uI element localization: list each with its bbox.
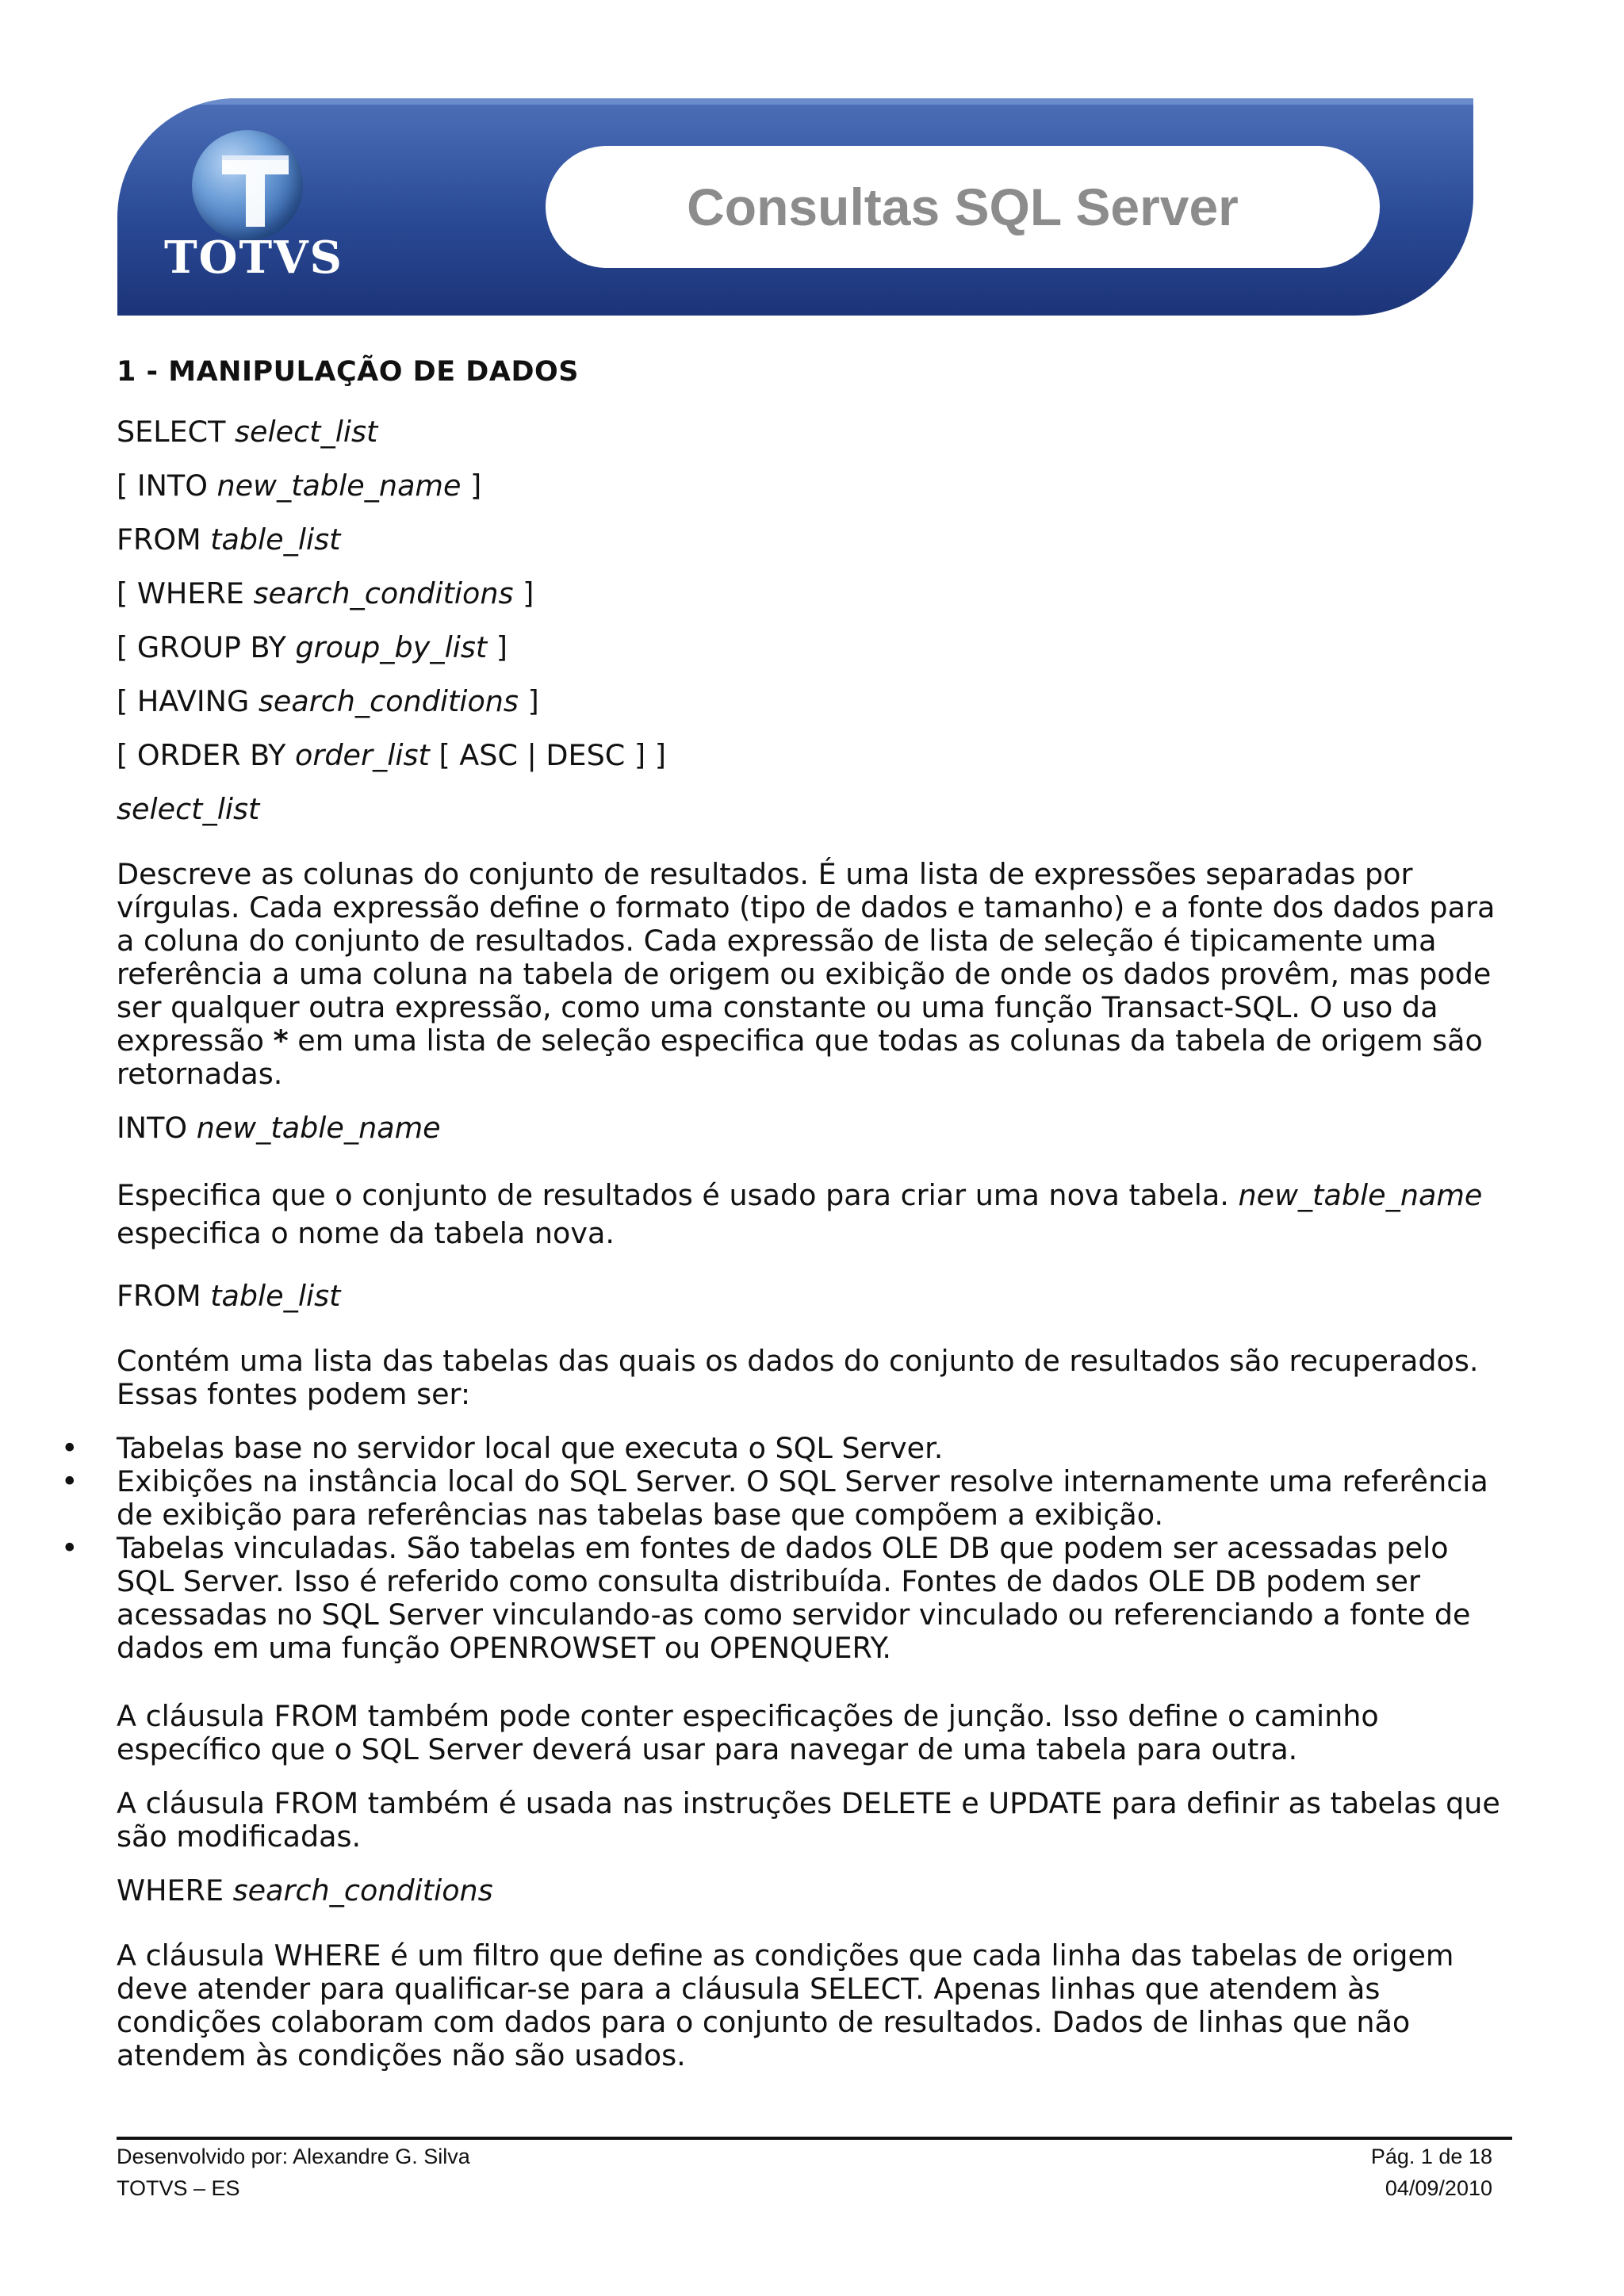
syntax-argument: new_table_name: [1238, 1178, 1483, 1212]
syntax-argument: new_table_name: [196, 1111, 441, 1145]
syntax-keyword: WHERE: [117, 1873, 233, 1908]
footer-date: 04/09/2010: [1385, 2176, 1492, 2200]
list-item-text: Exibições na instância local do SQL Server. O SQL Server resolve internamente uma referência de exibição para referências nas tabelas base que compõem a exibição.: [117, 1464, 1488, 1532]
syntax-keyword: SELECT: [117, 415, 236, 449]
banner-highlight: [117, 98, 1473, 105]
header-banner: [117, 98, 1473, 316]
where-description: A cláusula WHERE é um filtro que define as condições que cada linha das tabelas de origem deve atender para qualificar-se para a cláusula SELECT. Apenas linhas que atendem às condições colaboram com dados para o conjunto de resultados. Dados de linhas que não atendem às condições não são usados.: [117, 1938, 1454, 2072]
from-join-note: A cláusula FROM também pode conter especificações de junção. Isso define o caminho específico que o SQL Server deverá usar para navegar de uma tabela para outra.: [117, 1699, 1379, 1766]
syntax-argument: table_list: [210, 522, 341, 557]
syntax-keyword: [ GROUP BY: [117, 630, 296, 664]
syntax-argument: group_by_list: [295, 630, 488, 664]
footer-row: [117, 2172, 1492, 2204]
footer-divider: [117, 2137, 1512, 2140]
syntax-argument: order_list: [295, 738, 430, 772]
syntax-suffix: ]: [461, 469, 482, 503]
footer-row: [117, 2141, 1492, 2172]
totvs-globe-icon: [192, 130, 303, 241]
list-item-text: Tabelas vinculadas. São tabelas em fontes de dados OLE DB que podem ser acessadas pelo SQL Server. Isso é referido como consulta distribuída. Fontes de dados OLE DB podem ser acessadas no SQL Server vinculando-as como servidor vinculado ou referenciando a fonte de dados em uma função OPENROWSET ou OPENQUERY.: [117, 1531, 1471, 1665]
description-text: em uma lista de seleção especifica que todas as colunas da tabela de origem são retornadas.: [117, 1024, 1483, 1091]
syntax-keyword: INTO: [117, 1111, 197, 1145]
syntax-keyword: [ HAVING: [117, 684, 259, 718]
from-description: Contém uma lista das tabelas das quais os dados do conjunto de resultados são recuperados. Essas fontes podem ser:: [117, 1344, 1479, 1411]
into-description: [117, 1177, 1512, 1253]
syntax-argument: table_list: [210, 1279, 341, 1313]
syntax-keyword: [ ORDER BY: [117, 738, 296, 772]
syntax-keyword: FROM: [117, 1279, 211, 1313]
bullet-icon: •: [61, 1464, 79, 1498]
syntax-suffix: ]: [487, 630, 508, 664]
title-pill: [546, 146, 1380, 268]
syntax-line: [117, 631, 1512, 664]
brand-logo-text: TOTVS: [163, 232, 343, 284]
bullet-icon: •: [61, 1531, 79, 1565]
syntax-keyword: [ WHERE: [117, 576, 254, 610]
list-item-text: Tabelas base no servidor local que executa o SQL Server.: [117, 1431, 944, 1465]
into-term: [117, 1112, 1512, 1145]
select-list-term: select_list: [117, 792, 260, 826]
syntax-argument: search_conditions: [253, 576, 514, 610]
syntax-block: [117, 415, 1512, 772]
select-list-description: [117, 858, 1512, 1091]
syntax-keyword: FROM: [117, 522, 211, 557]
from-sources-list: [61, 1431, 1512, 1665]
description-text: Descreve as colunas do conjunto de resultados. É uma lista de expressões separadas por vírgulas. Cada expressão define o formato (tipo de dados e tamanho) e a fonte dos dados para a coluna do conjunto de resultados. Cada expressão de lista de seleção é tipicamente uma referência a uma coluna na tabela de origem ou exibição de onde os dados provêm, mas pode ser qualquer outra expressão, como uma constante ou uma função Transact-SQL. O uso da expressão: [117, 857, 1496, 1058]
footer-author: Desenvolvido por: Alexandre G. Silva: [117, 2145, 470, 2168]
footer-organization: TOTVS – ES: [117, 2176, 240, 2200]
where-term: [117, 1874, 1512, 1908]
list-item: [61, 1431, 1512, 1465]
syntax-line: [117, 523, 1512, 557]
list-item: [61, 1531, 1512, 1665]
page-footer: [117, 2141, 1492, 2204]
syntax-line: [117, 739, 1512, 772]
asterisk-symbol: *: [273, 1024, 289, 1058]
syntax-argument: search_conditions: [232, 1873, 493, 1908]
syntax-suffix: [ ASC | DESC ] ]: [429, 738, 666, 772]
syntax-argument: select_list: [235, 415, 378, 449]
section-heading: 1 - MANIPULAÇÃO DE DADOS: [117, 356, 579, 388]
t-letter-icon: [219, 151, 292, 230]
syntax-line: [117, 469, 1512, 503]
list-item: [61, 1464, 1512, 1532]
bullet-icon: •: [61, 1431, 79, 1465]
syntax-line: [117, 685, 1512, 718]
syntax-suffix: ]: [518, 684, 539, 718]
syntax-line: [117, 577, 1512, 610]
document-body: [61, 349, 1512, 2093]
syntax-keyword: [ INTO: [117, 469, 217, 503]
syntax-argument: search_conditions: [258, 684, 519, 718]
from-delete-update-note: A cláusula FROM também é usada nas instruções DELETE e UPDATE para definir as tabelas que são modificadas.: [117, 1786, 1500, 1854]
syntax-suffix: ]: [513, 576, 534, 610]
footer-page-number: Pág. 1 de 18: [1370, 2145, 1492, 2168]
syntax-line: [117, 415, 1512, 449]
syntax-argument: new_table_name: [216, 469, 462, 503]
from-term: [117, 1280, 1512, 1313]
document-title: Consultas SQL Server: [687, 178, 1239, 236]
description-text: Especifica que o conjunto de resultados é usado para criar uma nova tabela.: [117, 1178, 1239, 1212]
description-text: especifica o nome da tabela nova.: [117, 1216, 615, 1250]
